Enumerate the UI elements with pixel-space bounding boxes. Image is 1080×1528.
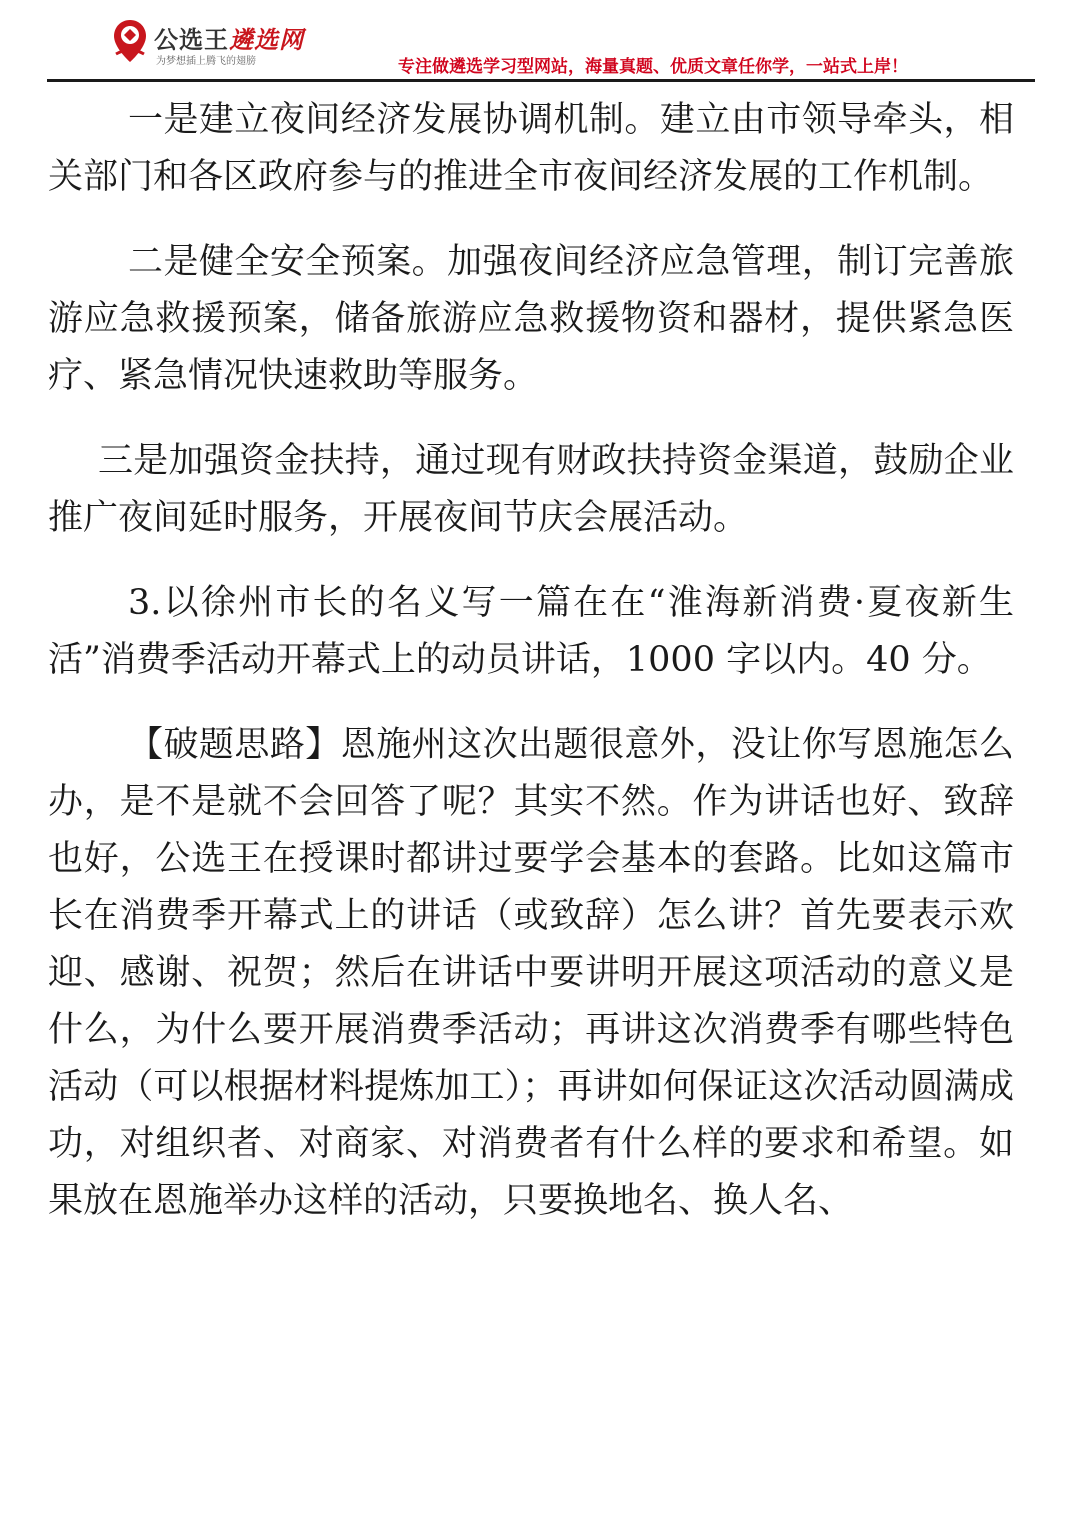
paragraph-funding-support: 三是加强资金扶持，通过现有财政扶持资金渠道，鼓励企业推广夜间延时服务，开展夜间节庆会展活动。: [48, 441, 1014, 538]
paragraph-safety-plan: 二是健全安全预案。加强夜间经济应急管理，制订完善旅游应急救援预案，储备旅游应急救援物资和器材，提供紧急医疗、紧急情况快速救助等服务。: [48, 242, 1014, 396]
logo-slogan: 为梦想插上腾飞的翅膀: [156, 56, 256, 67]
paragraph-solution-approach: 【破题思路】恩施州这次出题很意外，没让你写恩施怎么办，是不是就不会回答了呢？其实不然。作为讲话也好、致辞也好，公选王在授课时都讲过要学会基本的套路。比如这篇市长在消费季开幕式上的讲话（或致辞）怎么讲？首先要表示欢迎、感谢、祝贺；然后在讲话中要讲明开展这项活动的意义是什么，为什么要开展消费季活动；再讲这次消费季有哪些特色活动（可以根据材料提炼加工）；再讲如何保证这次活动圆满成功，对组织者、对商家、对消费者有什么样的要求和希望。如果放在恩施举办这样的活动，只要换地名、换人名、: [48, 725, 1014, 1221]
gongxuanwang-logo-icon: [110, 18, 150, 64]
logo-text: [154, 20, 304, 55]
document-body: [48, 92, 1014, 1230]
page-header: [0, 0, 1080, 84]
header-tagline: 专注做遴选学习型网站，海量真题、优质文章任你学，一站式上岸！: [398, 57, 908, 77]
paragraph-coordination-mechanism: 一是建立夜间经济发展协调机制。建立由市领导牵头，相关部门和各区政府参与的推进全市夜间经济发展的工作机制。: [48, 100, 1014, 197]
header-divider: [47, 79, 1035, 82]
paragraph-question-3: 3.以徐州市长的名义写一篇在在“淮海新消费·夏夜新生活”消费季活动开幕式上的动员讲话，1000 字以内。40 分。: [48, 583, 1014, 680]
logo-name: 公选王: [154, 26, 229, 54]
logo-subname: 遴选网: [229, 26, 304, 54]
